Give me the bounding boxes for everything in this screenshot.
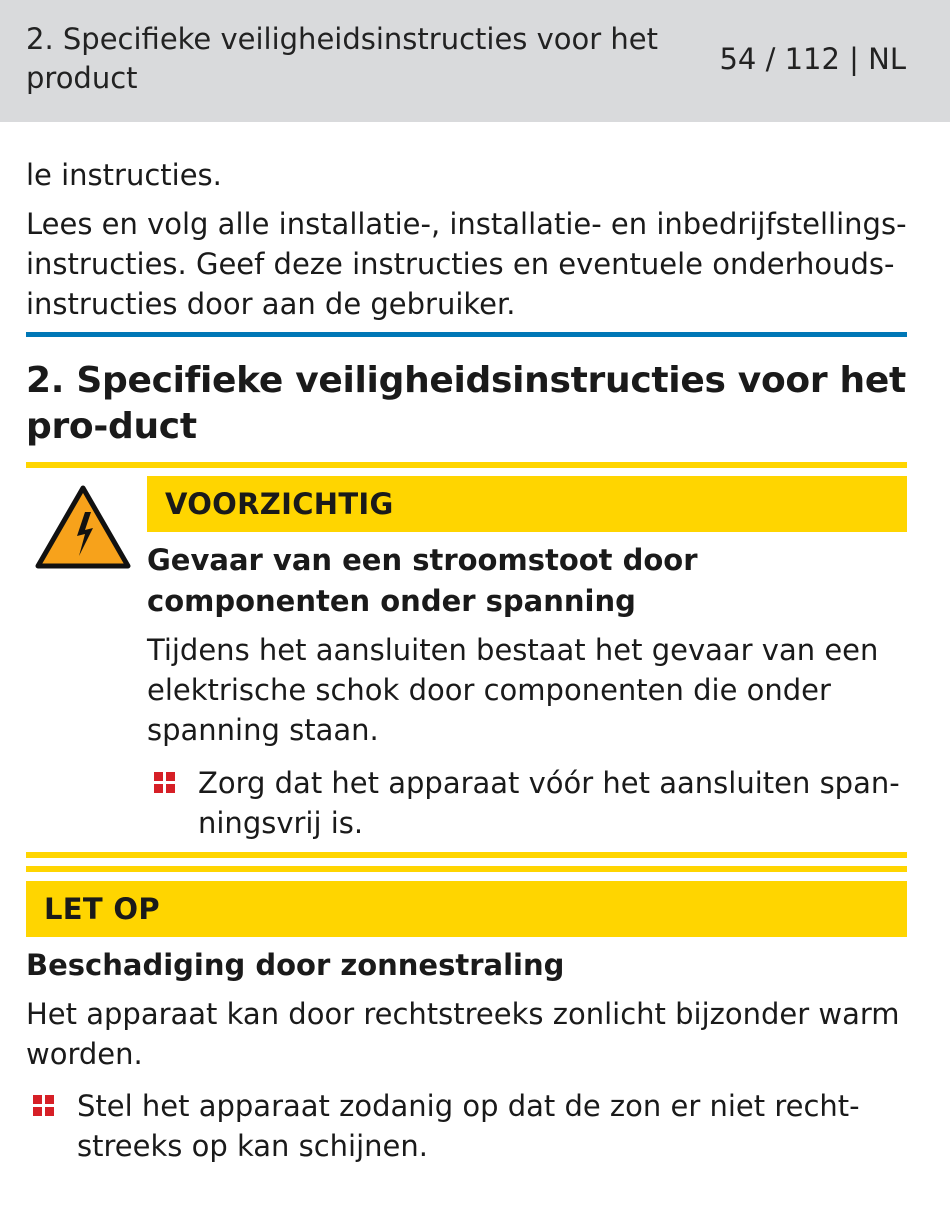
caution-bullet-text: Zorg dat het apparaat vóór het aansluiten span-ningsvrij is. [198, 766, 900, 840]
section-divider [26, 332, 907, 337]
caution-label: VOORZICHTIG [147, 476, 907, 532]
page-indicator: 54 / 112 | NL [719, 42, 906, 76]
caution-body: Tijdens het aansluiten bestaat het gevaar van een elektrische schok door componenten die onder spanning staan. [147, 633, 879, 747]
intro-paragraph: Lees en volg alle installatie-, installatie- en inbedrijfstellings-instructies. Geef deze instructies en eventuele onderhouds-instructies door aan de gebruiker. [26, 207, 907, 321]
notice-bullet-icon [33, 1095, 55, 1117]
notice-bullet-text: Stel het apparaat zodanig op dat de zon er niet recht-streeks op kan schijnen. [77, 1089, 860, 1163]
page-header [0, 0, 950, 122]
caution-bullet-icon [154, 772, 176, 794]
intro-fragment: le instructies. [26, 158, 222, 192]
header-title: 2. Specifieke veiligheidsinstructies voor het product [26, 22, 658, 95]
caution-top-rule [26, 462, 907, 468]
caution-bottom-rule [26, 852, 907, 858]
electric-hazard-icon [35, 484, 131, 570]
notice-label: LET OP [26, 881, 907, 937]
caution-heading: Gevaar van een stroomstoot door componenten onder spanning [147, 543, 698, 618]
notice-heading: Beschadiging door zonnestraling [26, 948, 565, 982]
notice-top-rule [26, 866, 907, 872]
section-title: 2. Specifieke veiligheidsinstructies voor het pro-duct [26, 360, 906, 447]
notice-body: Het apparaat kan door rechtstreeks zonlicht bijzonder warm worden. [26, 997, 900, 1071]
